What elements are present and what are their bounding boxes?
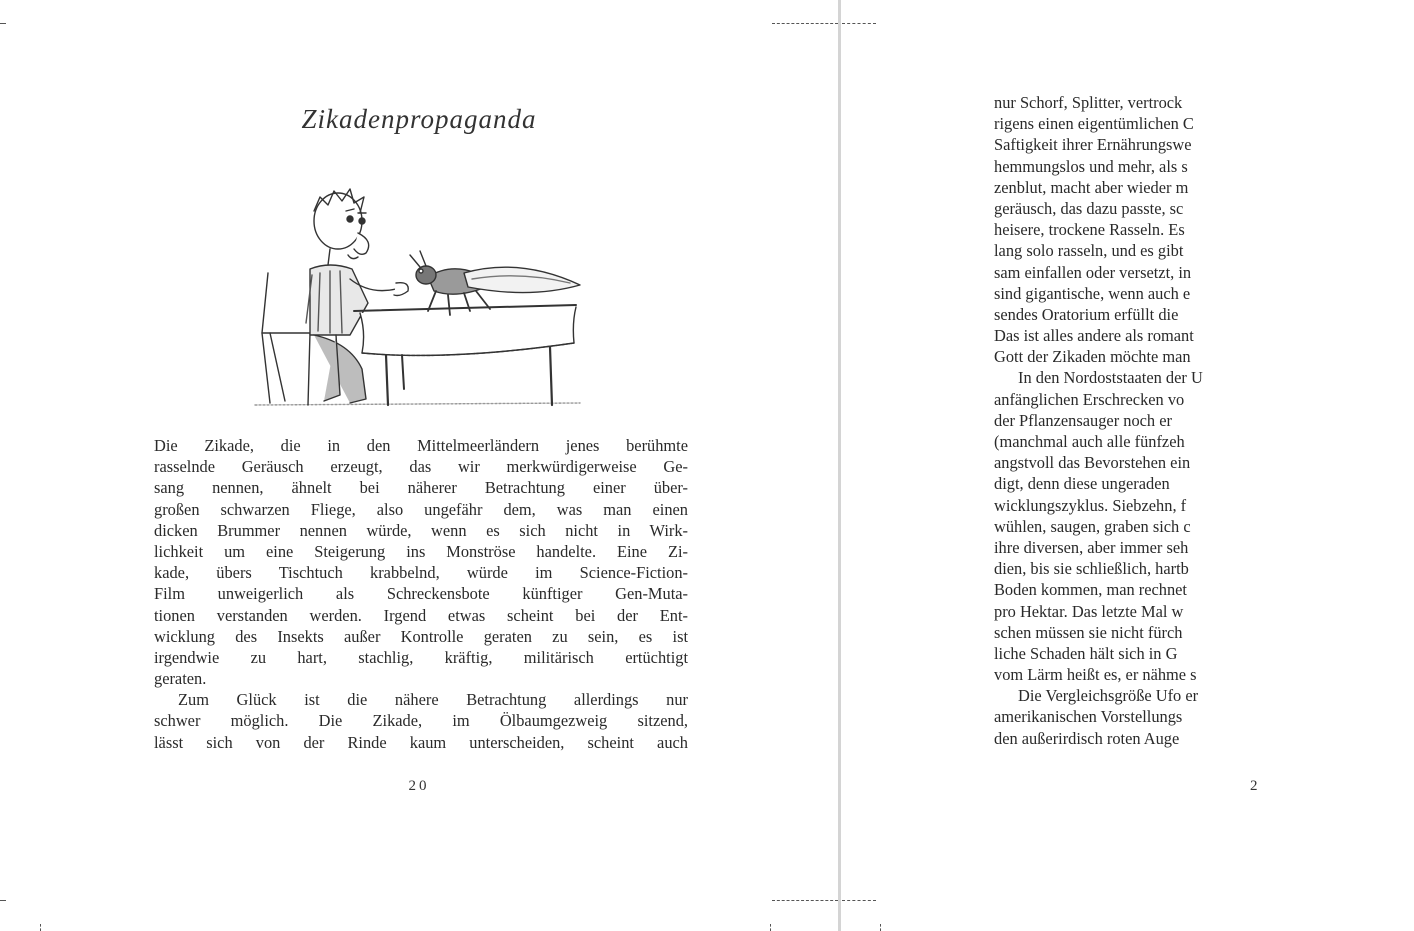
crop-mark — [842, 23, 876, 24]
text-line: liche Schaden hält sich in G — [994, 643, 1178, 663]
text-line: lässt sich von der Rinde kaum unterscheiden, scheint auch — [154, 732, 688, 752]
text-line: lichkeit um eine Steigerung ins Monströse handelte. Eine Zi- — [154, 541, 688, 561]
crop-mark — [0, 23, 6, 24]
text-line: dien, bis sie schließlich, hartb — [994, 559, 1189, 579]
right-page — [842, 0, 1261, 931]
text-line: digt, denn diese ungeraden — [994, 474, 1170, 494]
text-line: (manchmal auch alle fünfzeh — [994, 432, 1185, 451]
crop-mark — [880, 924, 881, 931]
crop-mark — [770, 924, 771, 931]
text-line: heisere, trockene Rasseln. Es — [994, 220, 1185, 240]
crop-mark — [40, 924, 41, 931]
text-line: amerikanischen Vorstellungs — [994, 707, 1183, 727]
text-line: geraten. — [154, 669, 207, 689]
text-line: Film unweigerlich als Schreckensbote künftiger Gen-Muta- — [154, 584, 688, 604]
text-line: Saftigkeit ihrer Ernährungswe — [994, 135, 1192, 155]
body-text — [994, 92, 1414, 749]
text-line: sang nennen, ähnelt bei näherer Betrachtung einer über- — [154, 478, 688, 498]
gutter-divider — [838, 0, 841, 931]
text-line: zenblut, macht aber wieder m — [994, 177, 1189, 197]
text-line: ihre diversen, aber immer seh — [994, 537, 1189, 557]
chapter-title: Zikadenpropaganda — [301, 104, 537, 134]
text-line: Boden kommen, man rechnet — [994, 580, 1187, 600]
crop-mark — [772, 23, 838, 24]
text-line: schen müssen sie nicht fürch — [994, 622, 1183, 642]
text-line: Die Zikade, die in den Mittelmeerländern jenes berühmte — [154, 436, 688, 455]
text-line: lang solo rasseln, und es gibt — [994, 241, 1184, 261]
text-line: anfänglichen Erschrecken vo — [994, 389, 1185, 409]
text-line: dicken Brummer nennen würde, wenn es sich nicht in Wirk- — [154, 520, 688, 540]
text-line: rigens einen eigentümlichen C — [994, 114, 1194, 134]
text-line: geräusch, das dazu passte, sc — [994, 198, 1184, 218]
text-line: sind gigantische, wenn auch e — [994, 283, 1191, 303]
text-line: irgendwie zu hart, stachlig, kräftig, militärisch ertüchtigt — [154, 647, 688, 667]
text-line: hemmungslos und mehr, als s — [994, 156, 1188, 176]
crop-mark — [772, 900, 838, 901]
text-line: sendes Oratorium erfüllt die — [994, 304, 1179, 324]
text-line: wicklungszyklus. Siebzehn, f — [994, 495, 1187, 515]
text-line: wicklung des Insekts außer Kontrolle geraten zu sein, es ist — [154, 626, 688, 646]
text-line: pro Hektar. Das letzte Mal w — [994, 601, 1184, 621]
page-number: 2 — [1250, 778, 1261, 794]
text-line: schwer möglich. Die Zikade, im Ölbaumgezweig sitzend, — [154, 711, 688, 731]
text-line: Das ist alles andere als romant — [994, 326, 1194, 346]
crop-mark — [842, 900, 876, 901]
text-line: tionen verstanden werden. Irgend etwas scheint bei der Ent- — [154, 605, 688, 625]
text-line: kade, übers Tischtuch krabbelnd, würde im Science-Fiction- — [154, 563, 688, 583]
text-line: In den Nordoststaaten der U — [1018, 368, 1203, 388]
body-text — [154, 435, 688, 753]
text-line: den außerirdisch roten Auge — [994, 728, 1180, 748]
text-line: der Pflanzensauger noch er — [994, 410, 1172, 430]
text-line: nur Schorf, Splitter, vertrock — [994, 93, 1183, 112]
text-line: rasselnde Geräusch erzeugt, das wir merkwürdigerweise Ge- — [154, 457, 688, 477]
text-line: sam einfallen oder versetzt, in — [994, 262, 1192, 282]
text-line: Die Vergleichsgröße Ufo er — [1018, 686, 1199, 706]
page-number: 20 — [408, 778, 430, 794]
text-line: angstvoll das Bevorstehen ein — [994, 453, 1191, 473]
text-line: Gott der Zikaden möchte man — [994, 347, 1191, 367]
illustration — [250, 183, 590, 411]
text-line: Zum Glück ist die nähere Betrachtung allerdings nur — [178, 690, 688, 710]
text-line: wühlen, saugen, graben sich c — [994, 516, 1191, 536]
text-line: vom Lärm heißt es, er nähme s — [994, 665, 1197, 685]
text-line: großen schwarzen Fliege, also ungefähr dem, was man einen — [154, 499, 688, 519]
crop-mark — [0, 900, 6, 901]
